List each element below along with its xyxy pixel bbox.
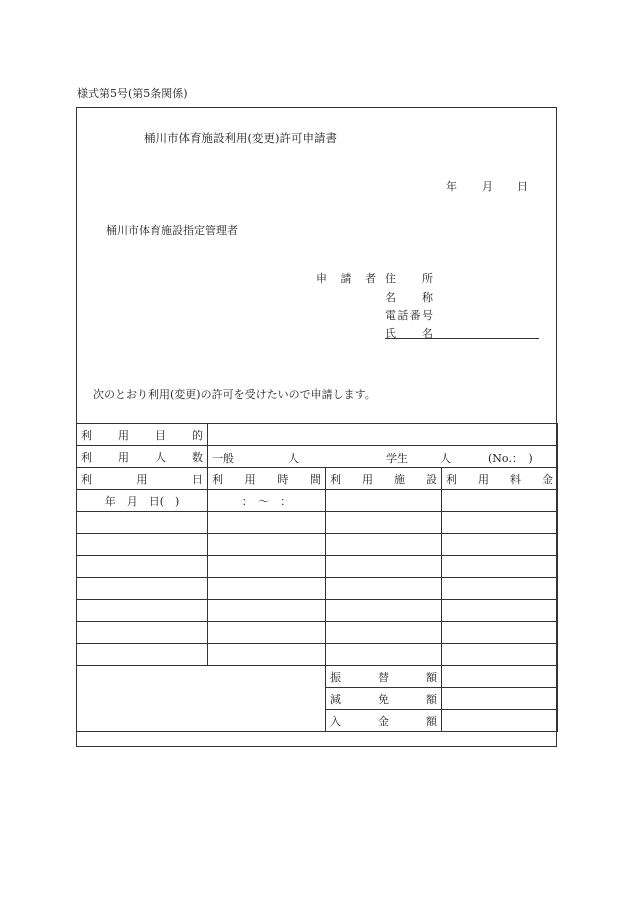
count-row [77, 446, 558, 468]
fee-col-label: 利用料金 [442, 468, 558, 490]
deposit-label: 入金額 [326, 710, 442, 732]
transfer-label: 振替額 [326, 666, 442, 688]
fee-cell[interactable] [442, 600, 558, 622]
date-cell[interactable] [77, 622, 208, 644]
form-title: 桶川市体育施設利用(変更)許可申請書 [144, 131, 337, 145]
date-cell[interactable] [77, 534, 208, 556]
count-label: 利用人数 [77, 446, 208, 468]
header-row [77, 468, 558, 490]
table-row [77, 622, 558, 644]
time-cell[interactable] [208, 600, 326, 622]
signature-underline [385, 338, 539, 339]
date-day: 日 [517, 180, 528, 193]
table-row [77, 578, 558, 600]
time-cell[interactable] [208, 644, 326, 666]
reduction-label: 減免額 [326, 688, 442, 710]
fee-cell[interactable] [442, 534, 558, 556]
statement: 次のとおり利用(変更)の許可を受けたいので申請します。 [93, 388, 376, 401]
facility-cell[interactable] [326, 512, 442, 534]
facility-cell[interactable] [326, 534, 442, 556]
table-row [77, 556, 558, 578]
date-cell[interactable] [77, 512, 208, 534]
student-unit: 人 [440, 452, 451, 465]
blank-area [77, 666, 326, 732]
table-row [77, 512, 558, 534]
time-cell[interactable] [208, 622, 326, 644]
general-label: 一般 [212, 452, 234, 465]
date-month: 月 [482, 180, 493, 193]
date-cell[interactable] [77, 644, 208, 666]
transfer-field[interactable] [442, 666, 558, 688]
time-cell[interactable] [208, 556, 326, 578]
fee-cell[interactable] [442, 512, 558, 534]
row1-time[interactable]: ： ～ ： [208, 490, 326, 512]
count-field[interactable] [208, 446, 558, 468]
fee-cell[interactable] [442, 622, 558, 644]
table-row [77, 534, 558, 556]
address-label: 住 所 [385, 272, 433, 285]
general-unit: 人 [288, 452, 299, 465]
time-cell[interactable] [208, 512, 326, 534]
fee-cell[interactable] [442, 578, 558, 600]
table-row [77, 644, 558, 666]
form-id: 様式第5号(第5条関係) [77, 87, 188, 100]
time-cell[interactable] [208, 578, 326, 600]
facility-cell[interactable] [326, 556, 442, 578]
time-col-label: 利用時間 [208, 468, 326, 490]
table-row [77, 600, 558, 622]
date-cell[interactable] [77, 556, 208, 578]
addressee: 桶川市体育施設指定管理者 [106, 224, 238, 237]
facility-col-label: 利用施設 [326, 468, 442, 490]
reduction-field[interactable] [442, 688, 558, 710]
date-cell[interactable] [77, 600, 208, 622]
person-label: 氏 名 [385, 327, 433, 340]
facility-cell[interactable] [326, 622, 442, 644]
fee-cell[interactable] [442, 644, 558, 666]
usage-table [76, 423, 558, 732]
date-year: 年 [446, 180, 457, 193]
purpose-row [77, 424, 558, 446]
purpose-label: 利用目的 [77, 424, 208, 446]
facility-cell[interactable] [326, 644, 442, 666]
facility-cell[interactable] [326, 600, 442, 622]
row1-facility[interactable] [326, 490, 442, 512]
deposit-field[interactable] [442, 710, 558, 732]
name-label: 名 称 [385, 291, 433, 304]
transfer-row [77, 666, 558, 688]
date-col-label: 利用日 [77, 468, 208, 490]
fee-cell[interactable] [442, 556, 558, 578]
number-label: (No.： ) [488, 452, 533, 465]
time-cell[interactable] [208, 534, 326, 556]
facility-cell[interactable] [326, 578, 442, 600]
row1-fee[interactable] [442, 490, 558, 512]
applicant-header: 申 請 者 [316, 272, 376, 285]
table-row [77, 490, 558, 512]
purpose-field[interactable] [208, 424, 558, 446]
student-label: 学生 [386, 452, 408, 465]
row1-date[interactable]: 年 月 日( ) [77, 490, 208, 512]
date-cell[interactable] [77, 578, 208, 600]
phone-label: 電話番号 [385, 309, 433, 322]
